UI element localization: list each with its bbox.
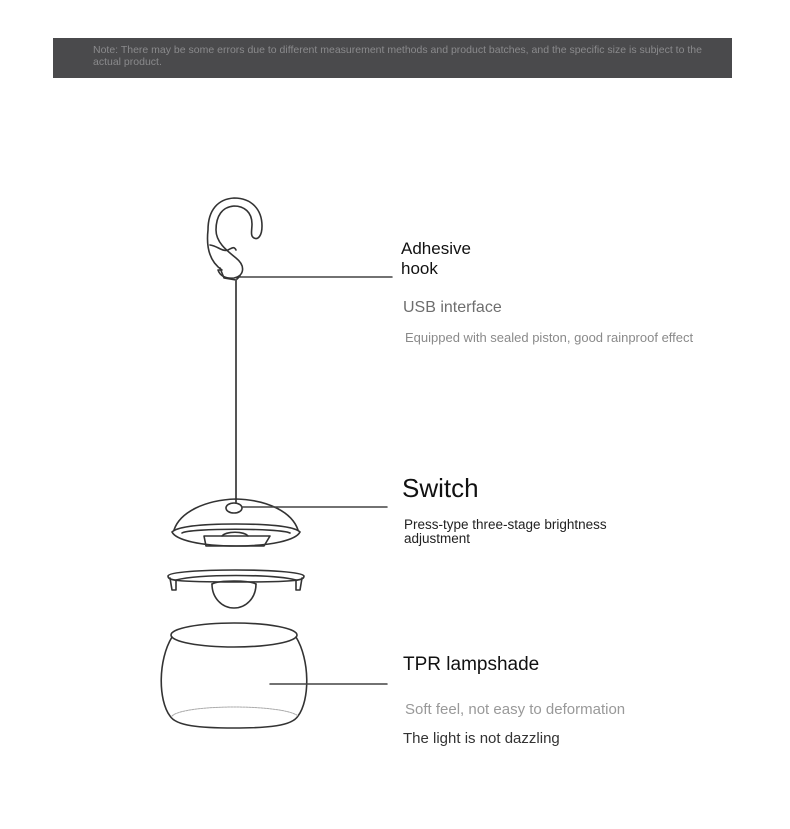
usb-title: USB interface xyxy=(403,299,502,316)
disclaimer-text: Note: There may be some errors due to different measurement methods and product batches, and the specific size is subject to the actual product. xyxy=(93,44,702,68)
lampshade-description: Soft feel, not easy to deformation xyxy=(405,701,626,718)
adhesive-hook-drawing xyxy=(208,198,262,280)
switch-description-line2: adjustment xyxy=(404,531,471,546)
led-base-drawing xyxy=(168,570,304,608)
usb-description: Equipped with sealed piston, good rainproof effect xyxy=(405,330,694,345)
lampshade-note: The light is not dazzling xyxy=(403,730,560,747)
switch-description-line1: Press-type three-stage brightness xyxy=(404,517,607,532)
lampshade-title: TPR lampshade xyxy=(403,654,540,675)
lampshade-drawing xyxy=(161,623,307,728)
switch-description xyxy=(404,518,607,546)
hook-title-line1: Adhesive xyxy=(401,239,471,258)
switch-title: Switch xyxy=(402,473,479,503)
switch-housing-drawing xyxy=(172,499,300,546)
hook-title xyxy=(401,239,471,279)
hook-title-line2: hook xyxy=(401,259,438,278)
